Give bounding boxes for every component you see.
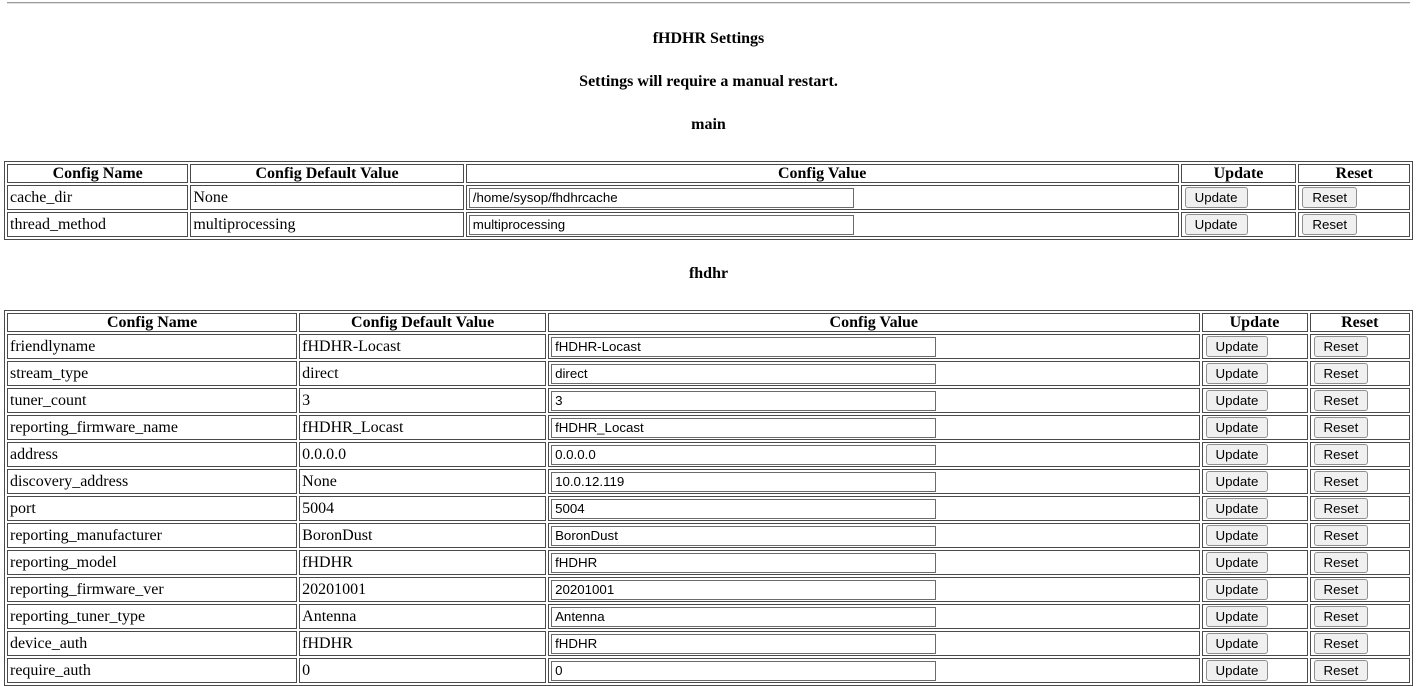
config-value-cell: [548, 604, 1199, 629]
config-value-cell: [548, 577, 1199, 602]
reset-cell: [1310, 469, 1410, 494]
update-button[interactable]: Update: [1206, 417, 1269, 438]
update-cell: [1181, 185, 1297, 210]
update-button[interactable]: Update: [1206, 606, 1269, 627]
update-button[interactable]: Update: [1206, 336, 1269, 357]
reset-cell: [1310, 334, 1410, 359]
config-default-cell: multiprocessing: [190, 212, 463, 237]
column-header-update: Update: [1181, 164, 1297, 183]
update-button[interactable]: Update: [1206, 525, 1269, 546]
config-default-cell: None: [190, 185, 463, 210]
config-value-input[interactable]: [551, 553, 936, 573]
config-row: [7, 550, 1410, 575]
config-row: [7, 415, 1410, 440]
reset-cell: [1310, 442, 1410, 467]
config-name-cell: discovery_address: [7, 469, 297, 494]
update-button[interactable]: Update: [1206, 390, 1269, 411]
config-row: [7, 631, 1410, 656]
config-value-input[interactable]: [551, 580, 936, 600]
config-value-cell: [466, 212, 1179, 237]
config-name-cell: friendlyname: [7, 334, 297, 359]
update-button[interactable]: Update: [1206, 660, 1269, 681]
reset-button[interactable]: Reset: [1314, 633, 1369, 654]
config-default-cell: fHDHR: [299, 550, 546, 575]
column-header-reset: Reset: [1298, 164, 1410, 183]
config-value-input[interactable]: [551, 364, 936, 384]
update-cell: [1202, 523, 1308, 548]
config-value-input[interactable]: [551, 526, 936, 546]
config-row: [7, 361, 1410, 386]
reset-button[interactable]: Reset: [1314, 606, 1369, 627]
config-value-cell: [548, 415, 1199, 440]
column-header-config-default: Config Default Value: [190, 164, 463, 183]
config-value-input[interactable]: [551, 634, 936, 654]
config-default-cell: 3: [299, 388, 546, 413]
header-row: [7, 313, 1410, 332]
config-name-cell: cache_dir: [7, 185, 188, 210]
config-name-cell: thread_method: [7, 212, 188, 237]
config-value-cell: [548, 469, 1199, 494]
reset-button[interactable]: Reset: [1314, 444, 1369, 465]
update-cell: [1202, 604, 1308, 629]
config-name-cell: address: [7, 442, 297, 467]
config-value-cell: [548, 658, 1199, 683]
reset-cell: [1298, 212, 1410, 237]
config-value-input[interactable]: [551, 391, 936, 411]
page-subtitle: Settings will require a manual restart.: [579, 73, 838, 90]
reset-button[interactable]: Reset: [1314, 498, 1369, 519]
config-value-input[interactable]: [551, 661, 936, 681]
config-row: [7, 523, 1410, 548]
config-name-cell: tuner_count: [7, 388, 297, 413]
update-button[interactable]: Update: [1185, 214, 1248, 235]
reset-button[interactable]: Reset: [1314, 417, 1369, 438]
config-name-cell: reporting_firmware_name: [7, 415, 297, 440]
reset-cell: [1310, 361, 1410, 386]
config-value-cell: [548, 523, 1199, 548]
update-button[interactable]: Update: [1206, 579, 1269, 600]
column-header-config-value: Config Value: [548, 313, 1199, 332]
config-name-cell: reporting_tuner_type: [7, 604, 297, 629]
reset-cell: [1298, 185, 1410, 210]
reset-button[interactable]: Reset: [1314, 525, 1369, 546]
config-default-cell: 20201001: [299, 577, 546, 602]
update-cell: [1202, 415, 1308, 440]
reset-button[interactable]: Reset: [1302, 187, 1357, 208]
config-value-input[interactable]: [551, 337, 936, 357]
reset-cell: [1310, 577, 1410, 602]
update-cell: [1202, 334, 1308, 359]
config-default-cell: None: [299, 469, 546, 494]
config-value-cell: [548, 334, 1199, 359]
config-row: [7, 469, 1410, 494]
config-value-input[interactable]: [551, 472, 936, 492]
config-row: [7, 442, 1410, 467]
config-default-cell: direct: [299, 361, 546, 386]
update-button[interactable]: Update: [1206, 444, 1269, 465]
reset-cell: [1310, 388, 1410, 413]
update-cell: [1202, 550, 1308, 575]
config-value-cell: [548, 496, 1199, 521]
update-cell: [1202, 361, 1308, 386]
config-value-cell: [548, 361, 1199, 386]
reset-cell: [1310, 631, 1410, 656]
config-default-cell: 5004: [299, 496, 546, 521]
reset-button[interactable]: Reset: [1314, 336, 1369, 357]
config-name-cell: port: [7, 496, 297, 521]
config-value-input[interactable]: [469, 215, 854, 235]
reset-cell: [1310, 658, 1410, 683]
config-default-cell: Antenna: [299, 604, 546, 629]
column-header-update: Update: [1202, 313, 1308, 332]
update-button[interactable]: Update: [1206, 633, 1269, 654]
top-divider: [7, 2, 1410, 4]
reset-button[interactable]: Reset: [1314, 552, 1369, 573]
config-name-cell: require_auth: [7, 658, 297, 683]
header-row: [7, 164, 1410, 183]
config-name-cell: reporting_manufacturer: [7, 523, 297, 548]
config-name-cell: stream_type: [7, 361, 297, 386]
config-default-cell: fHDHR-Locast: [299, 334, 546, 359]
section-heading-main: main: [691, 116, 726, 133]
config-value-input[interactable]: [469, 188, 854, 208]
reset-button[interactable]: Reset: [1314, 471, 1369, 492]
config-table-main: [4, 161, 1413, 240]
update-cell: [1202, 496, 1308, 521]
reset-button[interactable]: Reset: [1314, 579, 1369, 600]
column-header-config-name: Config Name: [7, 164, 188, 183]
column-header-config-name: Config Name: [7, 313, 297, 332]
config-default-cell: 0.0.0.0: [299, 442, 546, 467]
reset-button[interactable]: Reset: [1314, 660, 1369, 681]
reset-cell: [1310, 415, 1410, 440]
config-name-cell: reporting_firmware_ver: [7, 577, 297, 602]
config-value-cell: [548, 550, 1199, 575]
config-row: [7, 185, 1410, 210]
config-default-cell: fHDHR: [299, 631, 546, 656]
config-value-cell: [548, 631, 1199, 656]
update-cell: [1202, 469, 1308, 494]
column-header-config-default: Config Default Value: [299, 313, 546, 332]
update-cell: [1202, 442, 1308, 467]
update-cell: [1202, 577, 1308, 602]
config-row: [7, 212, 1410, 237]
column-header-config-value: Config Value: [466, 164, 1179, 183]
update-button[interactable]: Update: [1206, 471, 1269, 492]
update-button[interactable]: Update: [1206, 552, 1269, 573]
config-value-cell: [466, 185, 1179, 210]
config-value-cell: [548, 388, 1199, 413]
config-table-fhdhr: [4, 310, 1413, 686]
reset-button[interactable]: Reset: [1314, 390, 1369, 411]
config-value-input[interactable]: [551, 445, 936, 465]
config-row: [7, 577, 1410, 602]
config-row: [7, 334, 1410, 359]
page-title: fHDHR Settings: [652, 30, 765, 47]
section-heading-fhdhr: fhdhr: [688, 265, 729, 282]
update-button[interactable]: Update: [1206, 498, 1269, 519]
config-row: [7, 604, 1410, 629]
reset-button[interactable]: Reset: [1314, 363, 1369, 384]
config-row: [7, 658, 1410, 683]
reset-cell: [1310, 496, 1410, 521]
config-name-cell: device_auth: [7, 631, 297, 656]
reset-button[interactable]: Reset: [1302, 214, 1357, 235]
config-value-input[interactable]: [551, 607, 936, 627]
update-button[interactable]: Update: [1185, 187, 1248, 208]
update-cell: [1202, 658, 1308, 683]
config-value-input[interactable]: [551, 418, 936, 438]
config-value-input[interactable]: [551, 499, 936, 519]
reset-cell: [1310, 550, 1410, 575]
config-name-cell: reporting_model: [7, 550, 297, 575]
config-value-cell: [548, 442, 1199, 467]
reset-cell: [1310, 523, 1410, 548]
update-cell: [1181, 212, 1297, 237]
config-default-cell: BoronDust: [299, 523, 546, 548]
column-header-reset: Reset: [1310, 313, 1410, 332]
config-default-cell: fHDHR_Locast: [299, 415, 546, 440]
reset-cell: [1310, 604, 1410, 629]
config-row: [7, 388, 1410, 413]
update-button[interactable]: Update: [1206, 363, 1269, 384]
config-row: [7, 496, 1410, 521]
update-cell: [1202, 631, 1308, 656]
update-cell: [1202, 388, 1308, 413]
config-default-cell: 0: [299, 658, 546, 683]
